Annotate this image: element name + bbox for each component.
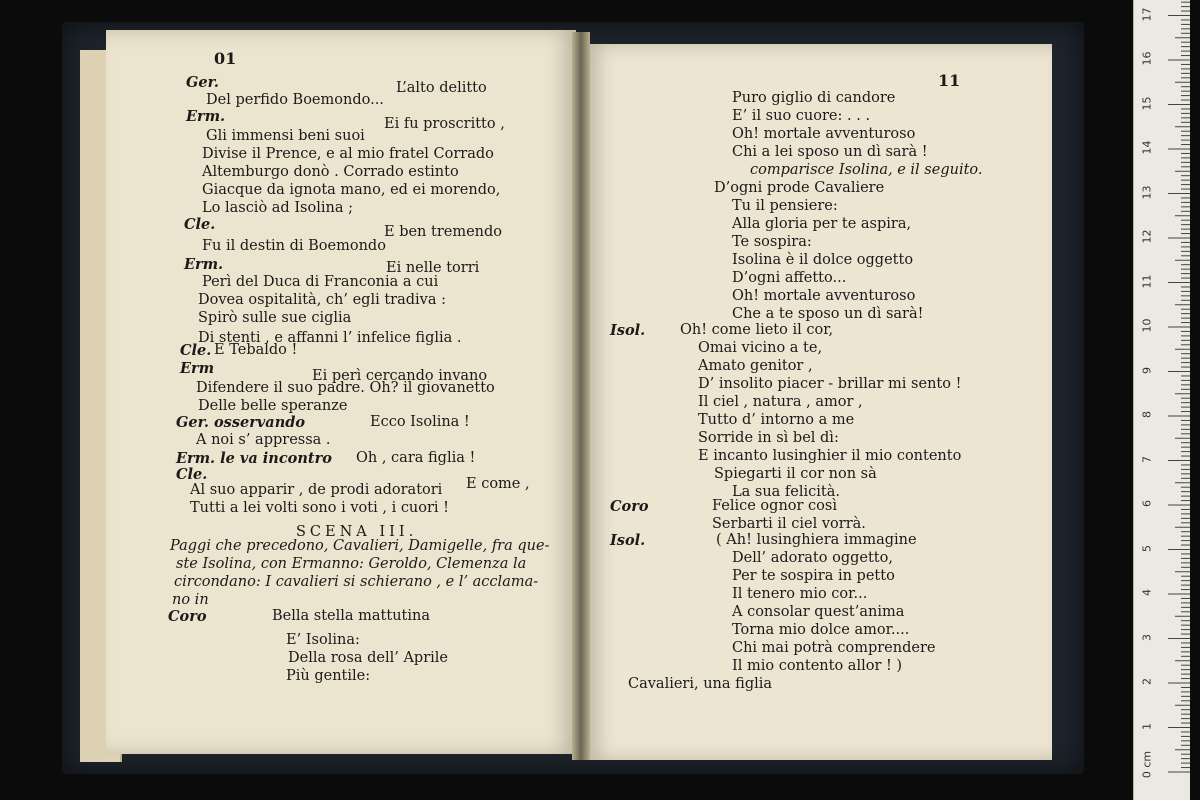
text-line: ste Isolina, con Ermanno: Geroldo, Clemenza la [176,556,527,572]
text-line: Alla gloria per te aspira, [732,216,912,232]
text-line: Altemburgo donò . Corrado estinto [202,164,459,180]
text-line: Gli immensi beni suoi [206,128,365,144]
text-line: Spiegarti il cor non sà [714,466,877,482]
text-line: Difendere il suo padre. Oh? il giovanetto [196,380,495,396]
ruler-number: 17 [1140,7,1154,21]
text-line: Oh! come lieto il cor, [680,322,834,338]
ruler-number: 3 [1140,633,1154,641]
speaker-label: Cle. [176,466,208,483]
text-line: Oh , cara figlia ! [356,450,476,466]
text-line: Sorride in sì bel dì: [698,430,839,446]
text-line: D’ogni prode Cavaliere [714,180,885,196]
speaker-label: Isol. [610,532,646,549]
speaker-label: Cle. [180,342,212,359]
text-line: Felice ognor così [712,498,837,514]
right-page [586,44,1052,760]
text-line: Al suo apparir , de prodi adoratori [190,482,443,498]
text-line: Perì del Duca di Franconia a cui [202,274,439,290]
text-line: ( Ah! lusinghiera immagine [716,532,917,548]
measuring-ruler [1133,0,1190,800]
text-line: Amato genitor , [698,358,813,374]
text-line: Della rosa dell’ Aprile [288,650,448,666]
speaker-label: Ger. [186,74,219,91]
speaker-label: Cle. [184,216,216,233]
text-line: Che a te sposo un dì sarà! [732,306,924,322]
speaker-label: Isol. [610,322,646,339]
speaker-label: Erm [180,360,215,377]
ruler-number: 14 [1140,140,1154,155]
text-line: Isolina è il dolce oggetto [732,252,914,268]
left-page [106,30,576,754]
text-line: Chi a lei sposo un dì sarà ! [732,144,928,160]
text-line: Dell’ adorato oggetto, [732,550,893,566]
text-line: Di stenti , e affanni l’ infelice figlia . [198,330,462,346]
book-gutter [572,32,590,760]
speaker-label: Coro [610,498,649,515]
ruler-number: 2 [1140,678,1154,685]
text-line: Chi mai potrà comprendere [732,640,936,656]
ruler-number: 1 [1140,722,1154,730]
text-line: Del perfido Boemondo... [206,92,384,108]
text-line: circondano: I cavalieri si schierano , e l’ acclama- [174,574,539,590]
ruler-number: 16 [1140,51,1154,66]
text-line: Delle belle speranze [198,398,348,414]
text-line: E’ Isolina: [286,632,360,648]
text-line: Più gentile: [286,668,371,684]
speaker-label: Erm. [186,108,226,125]
text-line: E ben tremendo [384,224,503,240]
ruler-number: 8 [1140,411,1154,418]
text-line: Ei fu proscritto , [384,116,505,132]
text-line: Torna mio dolce amor.... [732,622,910,638]
text-line: Il ciel , natura , amor , [698,394,863,410]
text-line: Il mio contento allor ! ) [732,658,903,674]
speaker-label: Coro [168,608,207,625]
text-line: Cavalieri, una figlia [628,676,773,692]
text-line: Puro giglio di candore [732,90,896,106]
text-line: Ei perì cercando invano [312,368,488,384]
text-line: Giacque da ignota mano, ed ei morendo, [202,182,501,198]
ruler-number: 6 [1140,500,1154,507]
text-line: Spirò sulle sue ciglia [198,310,352,326]
ruler-number: 0 cm [1140,750,1154,779]
text-line: Lo lasciò ad Isolina ; [202,200,353,216]
text-line: Per te sospira in petto [732,568,895,584]
text-line: Oh! mortale avventuroso [732,288,916,304]
text-line: Ei nelle torri [386,260,480,276]
text-line: Serbarti il ciel vorrà. [712,516,866,532]
speaker-label: Erm. [184,256,224,273]
ruler-number: 9 [1140,366,1154,374]
speaker-label: Ger. osservando [176,414,306,431]
text-line: Te sospira: [732,234,812,250]
ruler-number: 5 [1140,544,1154,552]
text-line: L’alto delitto [396,80,487,96]
text-line: Dovea ospitalità, ch’ egli tradiva : [198,292,446,308]
ruler-number: 13 [1140,185,1154,199]
speaker-label: Erm. le va incontro [176,450,332,467]
text-line: D’ogni affetto... [732,270,847,286]
text-line: Ecco Isolina ! [370,414,470,430]
text-line: E’ il suo cuore: . . . [732,108,871,124]
text-line: E incanto lusinghier il mio contento [698,448,962,464]
ruler-number: 15 [1140,96,1154,110]
text-line: Paggi che precedono, Cavalieri, Damigelle, fra que- [170,538,550,554]
text-line: Fu il destin di Boemondo [202,238,386,254]
ruler-number: 10 [1140,318,1154,333]
ruler-number: 4 [1140,589,1154,596]
ruler-number: 7 [1140,455,1154,463]
ruler-number: 12 [1140,229,1154,244]
text-line: A noi s’ appressa . [196,432,331,448]
text-line: E come , [466,476,530,492]
text-line: Oh! mortale avventuroso [732,126,916,142]
text-line: comparisce Isolina, e il seguito. [750,162,983,178]
text-line: La sua felicità. [732,484,840,500]
text-line: Tu il pensiere: [732,198,838,214]
text-line: Bella stella mattutina [272,608,430,624]
text-line: Omai vicino a te, [698,340,823,356]
left-page-number: 01 [214,49,237,68]
ruler-number: 11 [1140,274,1154,288]
text-line: E Tebaldo ! [214,342,298,358]
text-line: A consolar quest’anima [732,604,905,620]
text-line: no in [172,592,209,608]
text-line: Tutti a lei volti sono i voti , i cuori ! [190,500,450,516]
text-line: Divise il Prence, e al mio fratel Corrado [202,146,494,162]
right-page-number: 11 [938,71,961,90]
text-line: Tutto d’ intorno a me [698,412,855,428]
text-line: D’ insolito piacer - brillar mi sento ! [698,376,962,392]
text-line: Il tenero mio cor... [732,586,868,602]
text-line: SCENA III. [296,524,418,540]
